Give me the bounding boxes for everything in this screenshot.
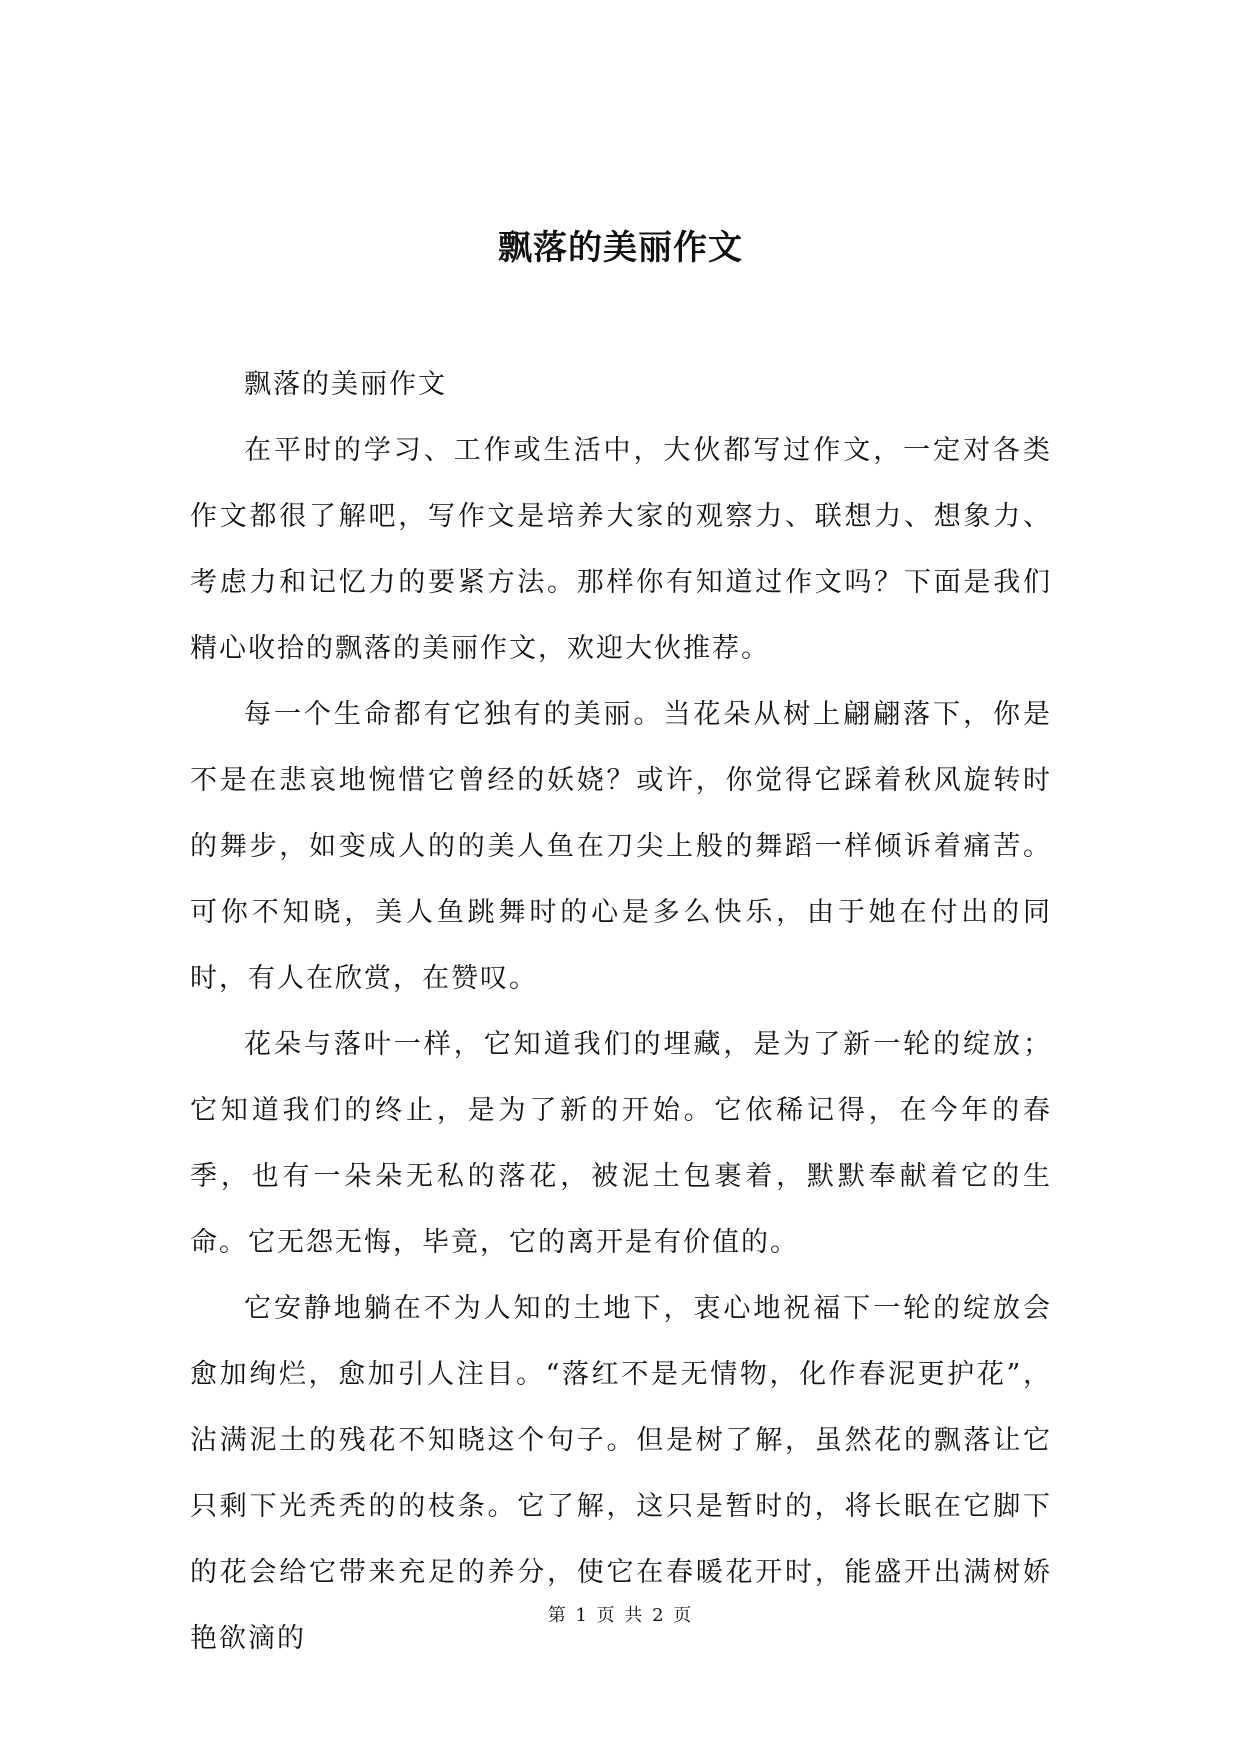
page-number-footer: 第 1 页 共 2 页 [547, 1605, 694, 1626]
document-title: 飘落的美丽作文 [498, 228, 743, 268]
paragraph: 每一个生命都有它独有的美丽。当花朵从树上翩翩落下，你是不是在悲哀地惋惜它曾经的妖娆？或许，你觉得它踩着秋风旋转时的舞步，如变成人的的美人鱼在刀尖上般的舞蹈一样倾诉着痛苦。可你不知晓，美人鱼跳舞时的心是多么快乐，由于她在付出的同时，有人在欣赏，在赞叹。 [190, 699, 1052, 994]
paragraph: 花朵与落叶一样，它知道我们的埋藏，是为了新一轮的绽放；它知道我们的终止，是为了新的开始。它依稀记得，在今年的春季，也有一朵朵无私的落花，被泥土包裹着，默默奉献着它的生命。它无怨无悔，毕竟，它的离开是有价值的。 [190, 1029, 1052, 1258]
document-body [190, 352, 1052, 1672]
paragraph: 在平时的学习、工作或生活中，大伙都写过作文，一定对各类作文都很了解吧，写作文是培养大家的观察力、联想力、想象力、考虑力和记忆力的要紧方法。那样你有知道过作文吗？下面是我们精心收拾的飘落的美丽作文，欢迎大伙推荐。 [190, 435, 1052, 664]
paragraph-subtitle: 飘落的美丽作文 [244, 369, 447, 400]
paragraph: 它安静地躺在不为人知的土地下，衷心地祝福下一轮的绽放会愈加绚烂，愈加引人注目。“落红不是无情物，化作春泥更护花”，沾满泥土的残花不知晓这个句子。但是树了解，虽然花的飘落让它只剩下光秃秃的的枝条。它了解，这只是暂时的，将长眠在它脚下的花会给它带来充足的养分，使它在春暖花开时，能盛开出满树娇艳欲滴的 [190, 1293, 1052, 1654]
